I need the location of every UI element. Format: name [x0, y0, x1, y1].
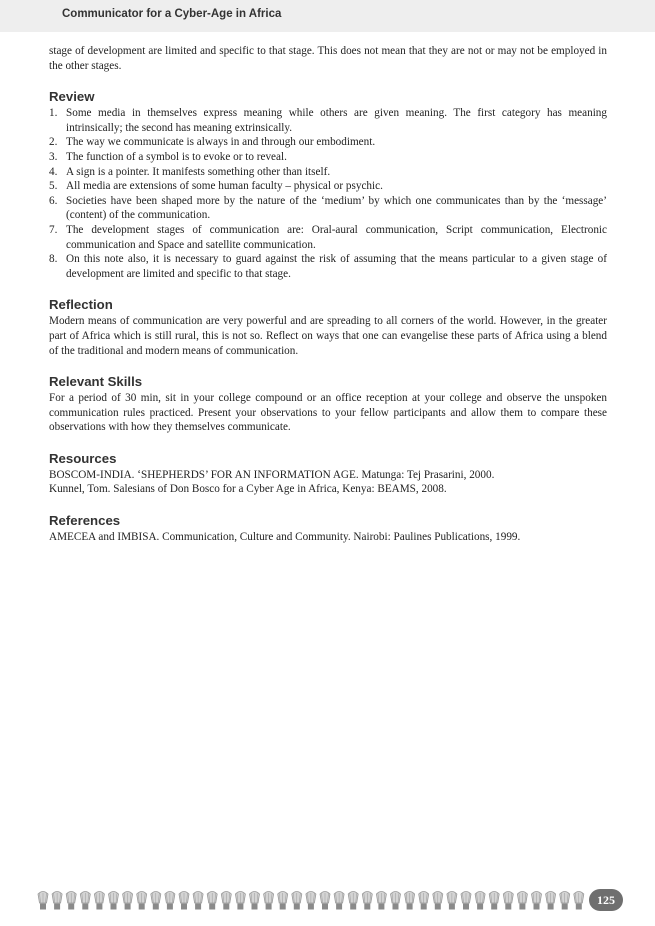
resource-entry: BOSCOM-INDIA. ‘SHEPHERDS’ FOR AN INFORMATION AGE. Matunga: Tej Prasarini, 2000.	[49, 468, 495, 481]
intro-paragraph: stage of development are limited and specific to that stage. This does not mean that they are not or may not be employed in the other stages.	[49, 45, 607, 72]
lightbulb-icon	[137, 892, 147, 910]
review-list	[49, 106, 607, 281]
list-item	[49, 179, 607, 194]
lightbulb-icon	[292, 892, 302, 910]
list-item	[49, 223, 607, 252]
item-text: The function of a symbol is to evoke or to reveal.	[66, 150, 287, 163]
resources-heading: Resources	[49, 450, 117, 466]
reflection-paragraph: Modern means of communication are very powerful and are spreading to all corners of the world. However, in the greater part of Africa which is still rural, this is not so. Reflect on ways that one can evangelise these parts of Africa using a blend of the traditional and modern means of communication.	[49, 315, 607, 357]
lightbulb-icon	[517, 892, 527, 910]
lightbulb-icon	[264, 892, 274, 910]
reference-entry: AMECEA and IMBISA. Communication, Culture and Community. Nairobi: Paulines Publications, 1999.	[49, 531, 521, 544]
item-text: On this note also, it is necessary to guard against the risk of assuming that the means particular to a given stage of development are limited and specific to that stage.	[66, 253, 607, 280]
header-band	[0, 0, 655, 32]
lightbulb-icon	[489, 892, 499, 910]
item-number: 2.	[49, 136, 58, 149]
skills-paragraph: For a period of 30 min, sit in your college compound or an office reception at your college and observe the unspoken communication rules practiced. Present your observations to your fellow participants and allow them to compare these observations with how they themselves communicate.	[49, 392, 607, 434]
list-item	[49, 135, 607, 150]
item-text: The way we communicate is always in and through our embodiment.	[66, 136, 376, 149]
item-number: 6.	[49, 194, 58, 207]
lightbulb-icon	[235, 892, 245, 910]
list-item	[49, 252, 607, 281]
lightbulb-icon	[348, 892, 358, 910]
list-item	[49, 150, 607, 165]
lightbulb-icon	[560, 892, 570, 910]
resource-entry: Kunnel, Tom. Salesians of Don Bosco for a Cyber Age in Africa, Kenya: BEAMS, 2008.	[49, 483, 447, 496]
review-heading: Review	[49, 89, 95, 105]
item-number: 8.	[49, 253, 58, 266]
lightbulb-icon	[250, 892, 260, 910]
footer-lightbulb-border	[36, 890, 596, 912]
list-item	[49, 194, 607, 223]
lightbulb-icon	[461, 892, 471, 910]
lightbulb-icon	[405, 892, 415, 910]
lightbulb-icon	[66, 892, 76, 910]
lightbulb-icon	[38, 892, 48, 910]
lightbulb-icon	[503, 892, 513, 910]
reflection-heading: Reflection	[49, 297, 113, 313]
list-item	[49, 165, 607, 180]
lightbulb-icon	[447, 892, 457, 910]
page-content	[49, 44, 607, 545]
list-item	[49, 106, 607, 135]
lightbulb-icon	[475, 892, 485, 910]
lightbulb-icon	[207, 892, 217, 910]
item-text: A sign is a pointer. It manifests something other than itself.	[66, 165, 331, 178]
lightbulb-icon	[574, 892, 584, 910]
lightbulb-icon	[165, 892, 175, 910]
item-text: All media are extensions of some human faculty – physical or psychic.	[66, 180, 383, 193]
lightbulb-icon	[94, 892, 104, 910]
lightbulb-icon	[320, 892, 330, 910]
lightbulb-icon	[532, 892, 542, 910]
lightbulb-icon	[334, 892, 344, 910]
lightbulb-icon	[433, 892, 443, 910]
lightbulb-icon	[376, 892, 386, 910]
item-number: 3.	[49, 150, 58, 163]
lightbulb-icon	[80, 892, 90, 910]
lightbulb-icon	[391, 892, 401, 910]
lightbulb-icon	[278, 892, 288, 910]
page-number: 125	[589, 889, 623, 911]
item-number: 5.	[49, 180, 58, 193]
item-number: 7.	[49, 223, 58, 236]
lightbulb-icon	[193, 892, 203, 910]
lightbulb-icon	[546, 892, 556, 910]
lightbulb-icon	[123, 892, 133, 910]
lightbulb-icon	[362, 892, 372, 910]
item-number: 4.	[49, 165, 58, 178]
item-text: Societies have been shaped more by the nature of the ‘medium’ by which one communicates than by the ‘message’ (content) of the communication.	[66, 194, 607, 222]
references-heading: References	[49, 513, 121, 529]
item-text: Some media in themselves express meaning while others are given meaning. The first category has meaning intrinsically; the second has meaning extrinsically.	[66, 107, 607, 134]
running-title: Communicator for a Cyber-Age in Africa	[62, 8, 282, 20]
lightbulb-icon	[419, 892, 429, 910]
lightbulb-icon	[109, 892, 119, 910]
lightbulb-icon	[306, 892, 316, 910]
item-text: The development stages of communication are: Oral-aural communication, Script communication, Electronic communication and Space and satellite communication.	[66, 223, 607, 251]
lightbulb-icon	[151, 892, 161, 910]
item-number: 1.	[49, 107, 58, 120]
lightbulb-icon	[52, 892, 62, 910]
lightbulb-icon	[221, 892, 231, 910]
lightbulb-icon	[179, 892, 189, 910]
skills-heading: Relevant Skills	[49, 374, 143, 390]
